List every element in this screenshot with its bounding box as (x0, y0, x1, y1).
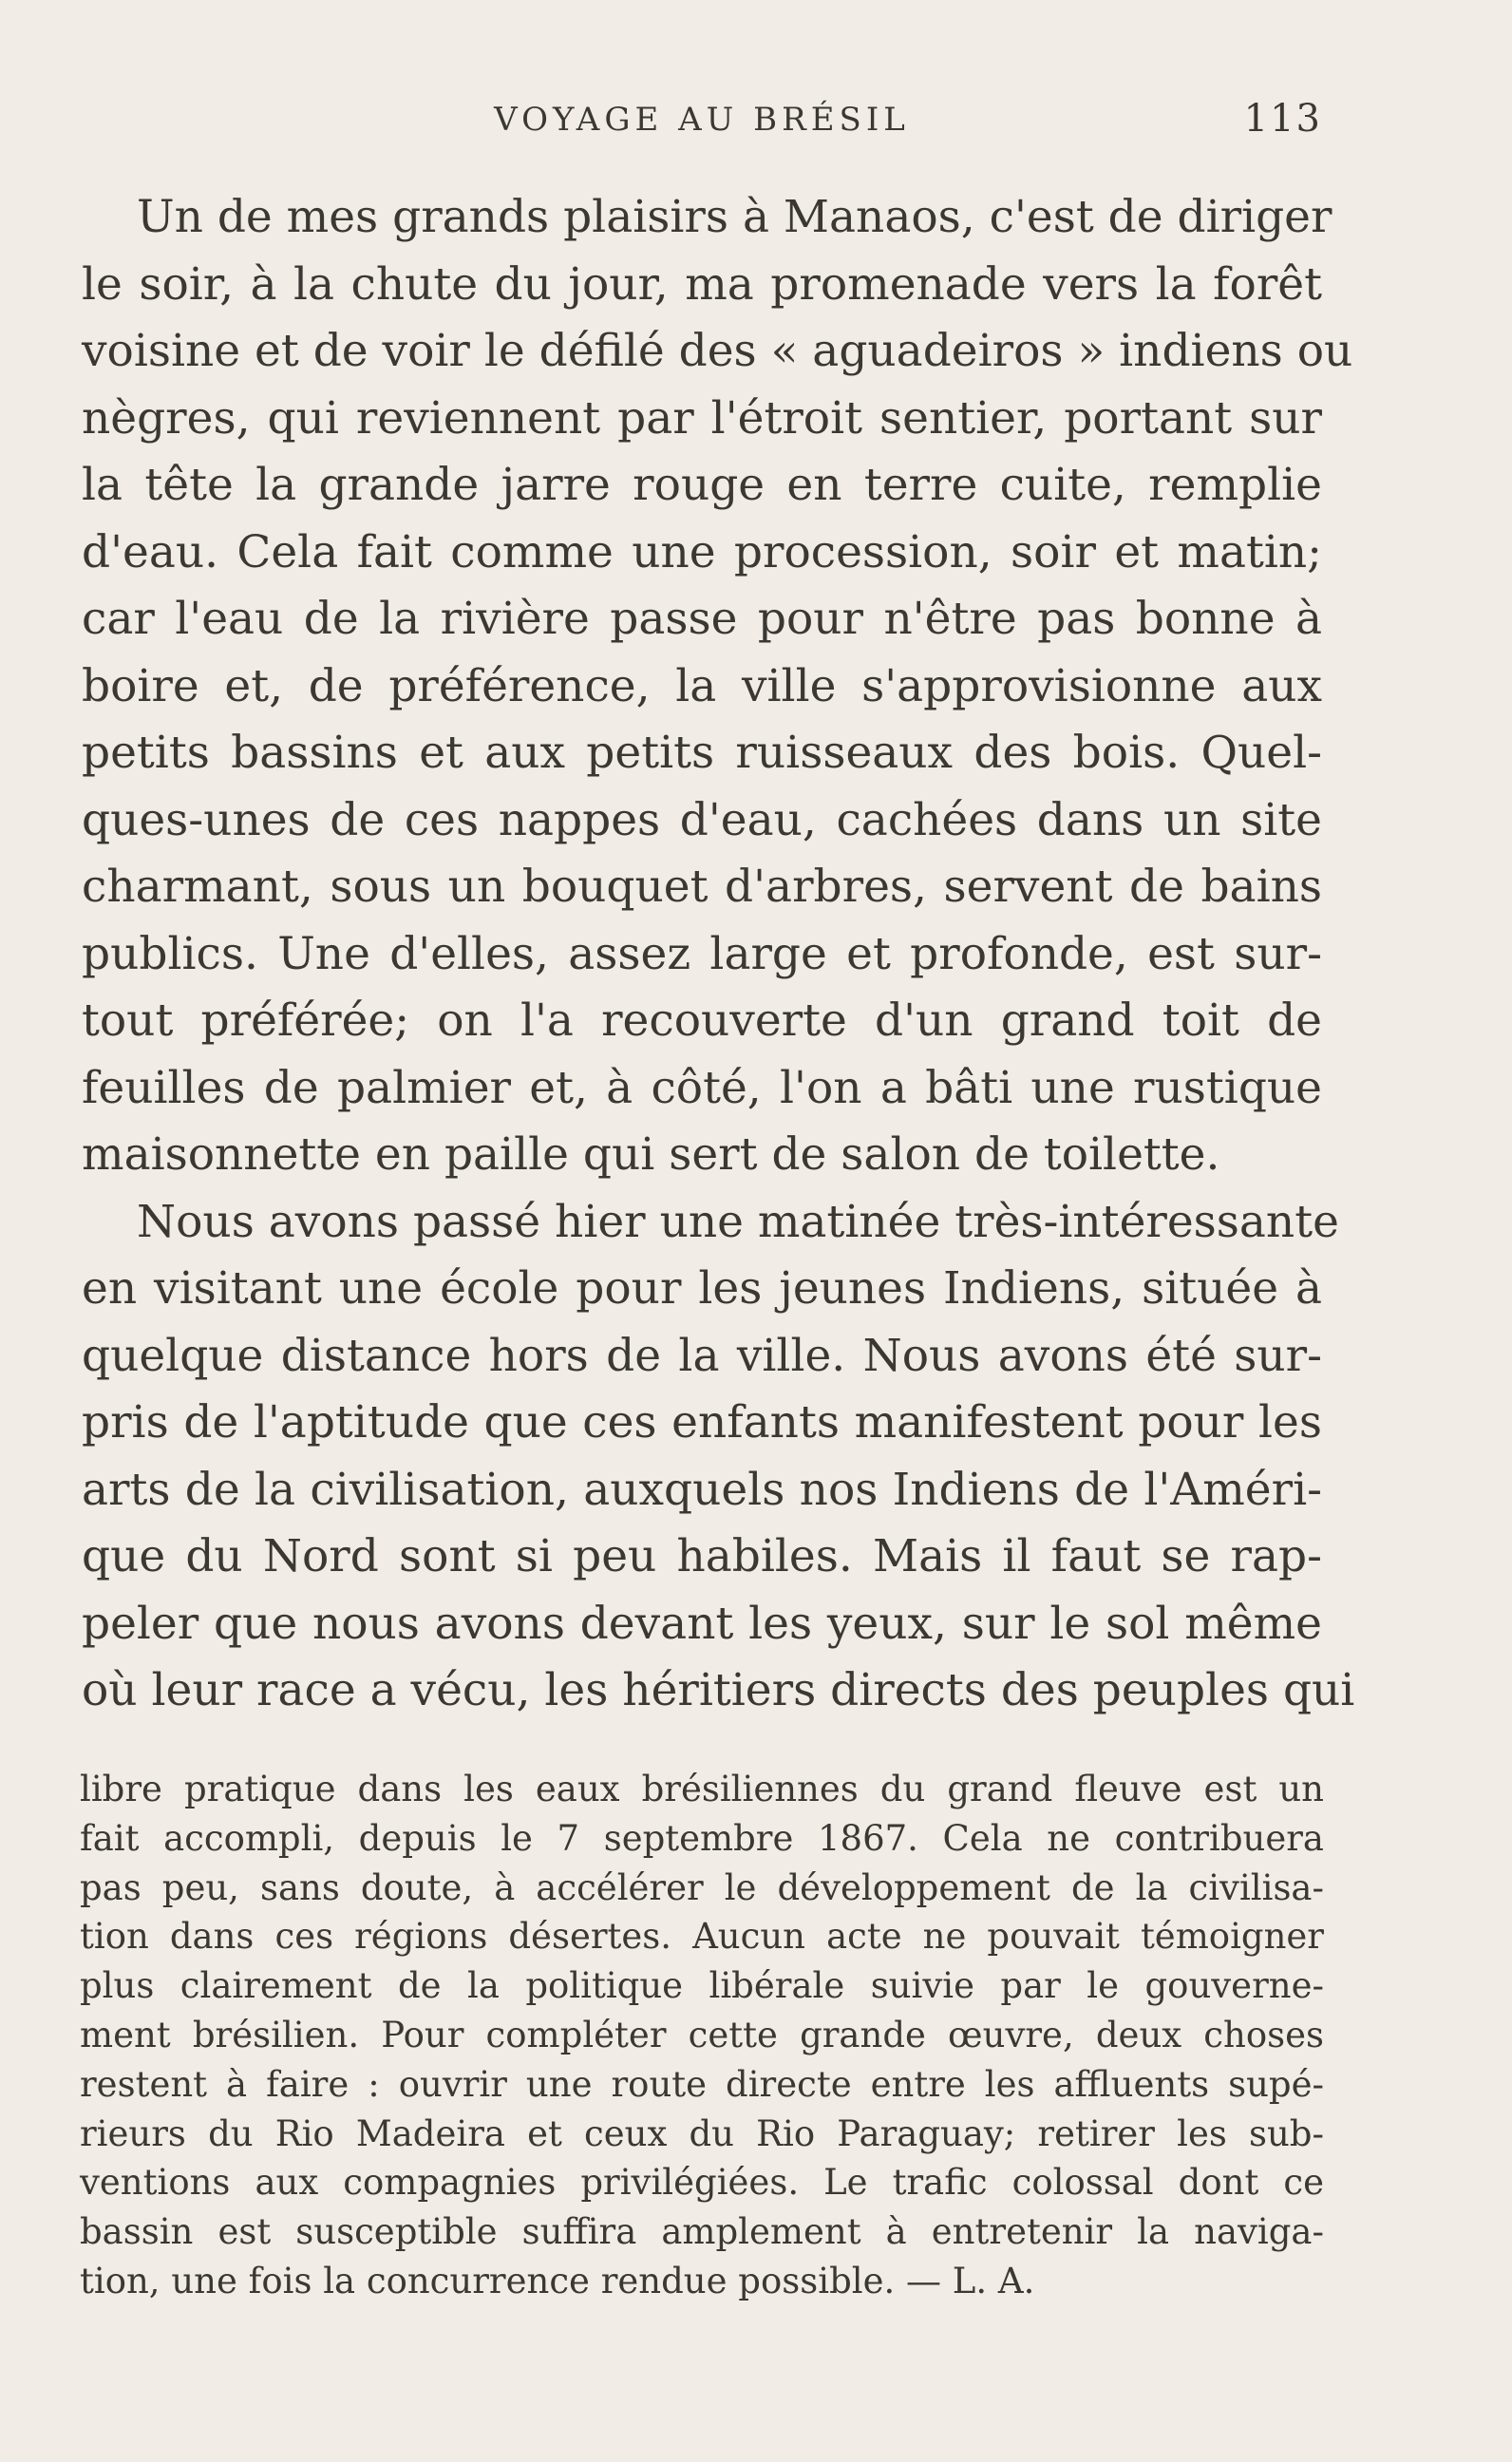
text-line: arts de la civilisation, auxquels nos Indiens de l'Améri- (82, 1463, 1322, 1516)
footnote-line: ventions aux compagnies privilégiées. Le trafic colossal dont ce (80, 2162, 1324, 2204)
text-line: où leur race a vécu, les héritiers directs des peuples qui (82, 1664, 1355, 1716)
text-line: quelque distance hors de la ville. Nous avons été sur- (82, 1329, 1322, 1382)
footnote-line: plus clairement de la politique libérale suivie par le gouverne- (80, 1965, 1324, 2007)
footnote-line: fait accompli, depuis le 7 septembre 1867. Cela ne contribuera (80, 1817, 1324, 1859)
footnote-line: tion dans ces régions désertes. Aucun acte ne pouvait témoigner (80, 1916, 1324, 1958)
footnote (80, 1765, 1324, 2306)
text-line: publics. Une d'elles, assez large et profonde, est sur- (82, 927, 1322, 980)
text-line: Un de mes grands plaisirs à Manaos, c'est de diriger (137, 191, 1332, 243)
text-line: d'eau. Cela fait comme une procession, soir et matin; (82, 525, 1322, 578)
text-line: charmant, sous un bouquet d'arbres, servent de bains (82, 861, 1322, 913)
text-line: boire et, de préférence, la ville s'approvisionne aux (82, 659, 1322, 712)
text-line: en visitant une école pour les jeunes Indiens, située à (82, 1262, 1322, 1315)
footnote-line: libre pratique dans les eaux brésiliennes du grand fleuve est un (80, 1769, 1324, 1809)
text-line: la tête la grande jarre rouge en terre cuite, remplie (82, 459, 1322, 511)
text-line: le soir, à la chute du jour, ma promenade vers la forêt (82, 257, 1322, 311)
footnote-line: ment brésilien. Pour compléter cette grande œuvre, deux choses (80, 2014, 1324, 2055)
text-line: tout préférée; on l'a recouverte d'un grand toit de (82, 994, 1322, 1047)
text-line: ques-unes de ces nappes d'eau, cachées dans un site (82, 793, 1322, 846)
footnote-line: bassin est susceptible suffira amplement à entretenir la naviga- (80, 2211, 1324, 2253)
main-text (82, 184, 1355, 1725)
text-line: car l'eau de la rivière passe pour n'être pas bonne à (82, 593, 1322, 645)
text-line: pris de l'aptitude que ces enfants manifestent pour les (82, 1396, 1322, 1449)
page-number: 113 (1243, 97, 1322, 141)
text-line: feuilles de palmier et, à côté, l'on a bâti une rustique (82, 1061, 1322, 1114)
text-line: petits bassins et aux petits ruisseaux des bois. Quel- (82, 727, 1322, 779)
footnote-line: rieurs du Rio Madeira et ceux du Rio Paraguay; retirer les sub- (80, 2112, 1324, 2154)
footnote-line: tion, une fois la concurrence rendue possible. — L. A. (80, 2260, 1035, 2301)
text-line: Nous avons passé hier une matinée très-intéressante (137, 1195, 1339, 1248)
text-line: voisine et de voir le défilé des « aguadeiros » indiens ou (82, 325, 1353, 377)
text-line: peler que nous avons devant les yeux, sur le sol même (82, 1597, 1322, 1650)
text-line: que du Nord sont si peu habiles. Mais il faut se rap- (82, 1530, 1322, 1582)
text-line: maisonnette en paille qui sert de salon de toilette. (82, 1128, 1220, 1181)
footnote-line: restent à faire : ouvrir une route directe entre les affluents supé- (80, 2063, 1324, 2105)
text-line: nègres, qui reviennent par l'étroit sentier, portant sur (82, 391, 1322, 445)
running-title: VOYAGE AU BRÉSIL (494, 101, 910, 139)
footnote-line: pas peu, sans doute, à accélérer le développement de la civilisa- (80, 1866, 1324, 1908)
page-header (82, 97, 1322, 158)
